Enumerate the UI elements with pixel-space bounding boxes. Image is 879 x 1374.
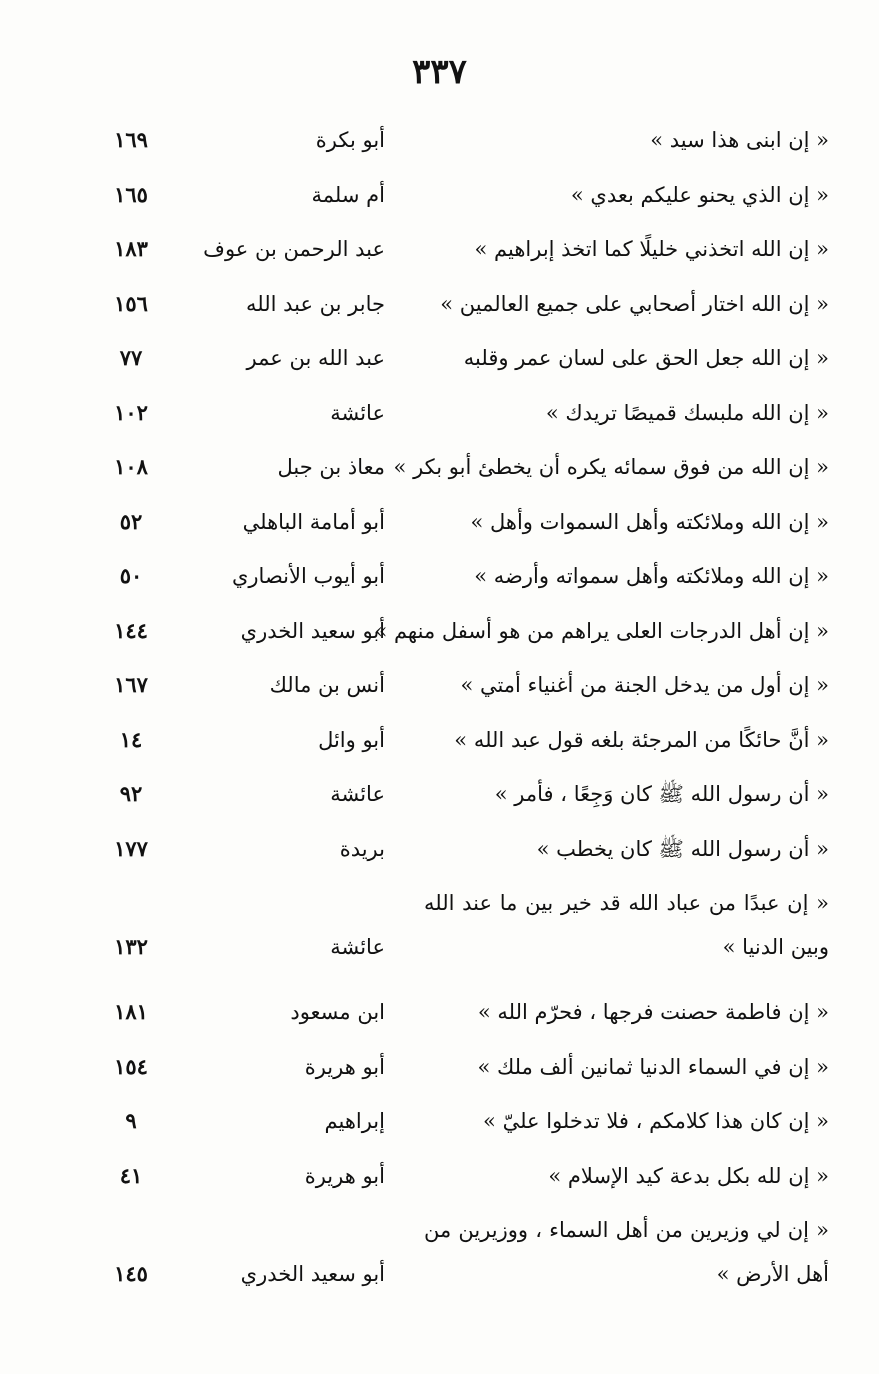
- hadith-text: « إن الله اتخذني خليلًا كما اتخذ إبراهيم »: [474, 237, 829, 261]
- hadith-text: « إن لله بكل بدعة كيد الإسلام »: [548, 1163, 829, 1188]
- reference-number: ٩: [125, 1108, 137, 1133]
- reference-number: ٩٢: [119, 781, 143, 806]
- narrator-name: عبد الرحمن بن عوف: [203, 237, 385, 261]
- reference-number: ١٤٤: [114, 617, 148, 643]
- reference-number: ١٦٧: [114, 672, 148, 697]
- hadith-text: « إن الله من فوق سمائه يكره أن يخطئ أبو بكر »: [393, 455, 829, 479]
- narrator-name: أنس بن مالك: [269, 673, 385, 697]
- reference-number: ٤١: [119, 1162, 143, 1188]
- hadith-text: « إن لي وزيرين من أهل السماء ، ووزيرين من أهل الأرض »: [424, 1218, 829, 1286]
- hadith-text: « إن فاطمة حصنت فرجها ، فحرّم الله »: [477, 1000, 829, 1024]
- reference-number: ١٧٧: [114, 835, 148, 861]
- hadith-text: « إن كان هذا كلامكم ، فلا تدخلوا عليّ »: [483, 1109, 829, 1133]
- index-entry: [0, 330, 879, 385]
- index-entry: [0, 1202, 879, 1311]
- hadith-text: « إن الله وملائكته وأهل سمواته وأرضه »: [474, 564, 829, 588]
- index-entry: [0, 984, 879, 1039]
- reference-number: ١٥٤: [114, 1053, 148, 1079]
- reference-number: ١٤: [119, 726, 143, 752]
- reference-number: ١٨١: [114, 999, 148, 1024]
- narrator-name: معاذ بن جبل: [277, 455, 385, 479]
- narrator-name: أبو أيوب الأنصاري: [231, 564, 385, 588]
- hadith-text: « إن أهل الدرجات العلى يراهم من هو أسفل منهم »: [374, 618, 829, 643]
- reference-number: ١٦٩: [114, 127, 148, 152]
- hadith-text: « إن الله جعل الحق على لسان عمر وقلبه: [463, 346, 829, 370]
- narrator-name: أبو سعيد الخدري: [240, 1262, 385, 1286]
- narrator-name: عائشة: [330, 782, 385, 806]
- narrator-name: أم سلمة: [311, 182, 385, 207]
- reference-number: ٧٧: [119, 345, 143, 370]
- index-entries: [0, 112, 879, 1311]
- index-entry: [0, 276, 879, 331]
- index-entry: [0, 766, 879, 821]
- narrator-name: جابر بن عبد الله: [245, 291, 385, 316]
- narrator-name: أبو وائل: [318, 727, 385, 752]
- index-entry: [0, 439, 879, 494]
- reference-number: ١٨٣: [114, 236, 148, 261]
- hadith-text: « إن الله اختار أصحابي على جميع العالمين »: [440, 291, 829, 316]
- reference-number: ١٠٢: [114, 399, 148, 425]
- hadith-text: « إن أول من يدخل الجنة من أغنياء أمتي »: [460, 673, 829, 697]
- index-entry: [0, 657, 879, 712]
- reference-number: ١٠٨: [114, 454, 148, 479]
- narrator-name: أبو أمامة الباهلي: [242, 509, 385, 534]
- reference-number: ٥٢: [119, 508, 143, 534]
- narrator-name: أبو هريرة: [304, 1054, 385, 1079]
- hadith-text: « إن في السماء الدنيا ثمانين ألف ملك »: [477, 1054, 829, 1079]
- narrator-name: عائشة: [330, 935, 385, 959]
- index-entry: [0, 385, 879, 440]
- narrator-name: أبو هريرة: [304, 1163, 385, 1188]
- narrator-name: عائشة: [330, 400, 385, 425]
- narrator-name: عبد الله بن عمر: [246, 346, 385, 370]
- hadith-text: « أنَّ حائكًا من المرجئة بلغه قول عبد الله »: [454, 727, 829, 752]
- hadith-text: « إن عبدًا من عباد الله قد خير بين ما عند الله وبين الدنيا »: [424, 891, 829, 959]
- hadith-text: « إن الله ملبسك قميصًا تريدك »: [545, 400, 829, 425]
- hadith-text: « إن الذي يحنو عليكم بعدي »: [570, 182, 829, 207]
- hadith-text: « أن رسول الله ﷺ كان يخطب »: [536, 836, 829, 861]
- page-number: ٣٣٧: [412, 52, 467, 92]
- hadith-text: « إن ابنى هذا سيد »: [650, 128, 829, 152]
- index-entry: [0, 548, 879, 603]
- hadith-text: « إن الله وملائكته وأهل السموات وأهل »: [470, 509, 829, 534]
- index-entry: [0, 1148, 879, 1203]
- hadith-text: « أن رسول الله ﷺ كان وَجِعًا ، فأمر »: [494, 782, 829, 806]
- index-entry: [0, 603, 879, 658]
- reference-number: ١٦٥: [114, 181, 148, 207]
- reference-number: ١٥٦: [114, 290, 148, 316]
- narrator-name: ابن مسعود: [290, 1000, 385, 1024]
- index-entry: [0, 112, 879, 167]
- index-entry: [0, 167, 879, 222]
- index-entry: [0, 221, 879, 276]
- index-entry: [0, 821, 879, 876]
- index-entry: [0, 875, 879, 984]
- index-entry: [0, 1039, 879, 1094]
- index-entry: [0, 712, 879, 767]
- reference-number: ١٣٢: [114, 934, 148, 959]
- narrator-name: بريدة: [339, 836, 385, 861]
- narrator-name: أبو بكرة: [315, 128, 385, 152]
- narrator-name: أبو سعيد الخدري: [240, 618, 385, 643]
- reference-number: ٥٠: [119, 563, 143, 588]
- index-entry: [0, 494, 879, 549]
- reference-number: ١٤٥: [114, 1261, 148, 1286]
- narrator-name: إبراهيم: [324, 1109, 385, 1133]
- index-entry: [0, 1093, 879, 1148]
